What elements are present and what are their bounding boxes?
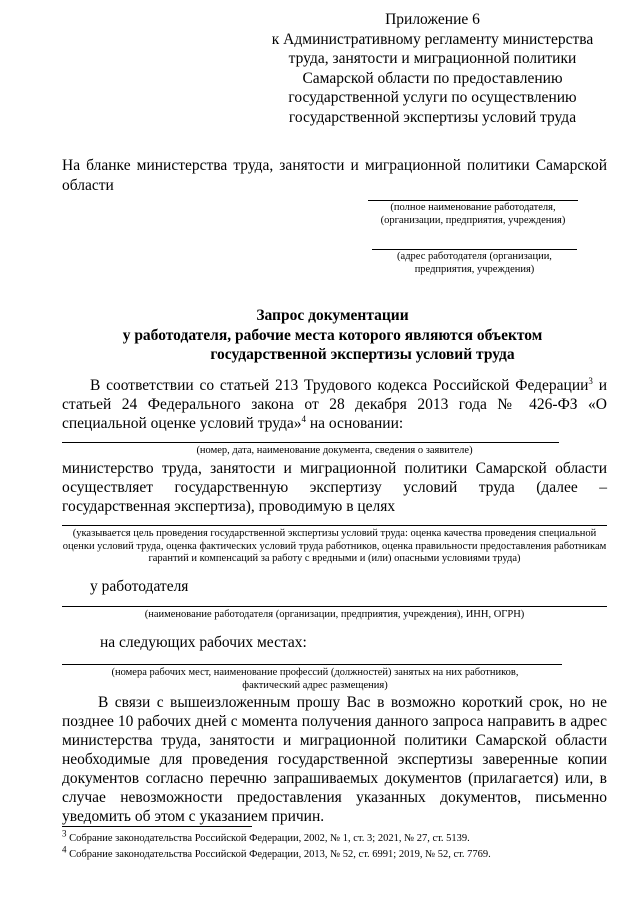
appendix-line: государственной экспертизы условий труда [288,108,577,126]
employer-info-caption: (наименование работодателя (организации, предприятия, учреждения), ИНН, ОГРН) [144,609,525,620]
employer-address-line [372,249,577,250]
footnote-separator [62,826,252,827]
title-line-3: государственной экспертизы условий труда [210,346,515,363]
paragraph-ministry: министерство труда, занятости и миграционной политики Самарской области осуществляет государственную экспертизу условий труда (далее – государственная экспертиза), проводимую в целях [62,460,607,515]
footnote-3 [62,828,622,846]
purpose-line [62,525,607,526]
title-line-1: Запрос документации [256,307,409,324]
appendix-line: к Административному регламенту министерства [271,30,594,48]
employer-name-caption: (полное наименование работодателя, (организации, предприятия, учреждения) [380,202,566,226]
footnote-ref-3: 3 [588,375,593,386]
paragraph-basis-text-2: и статьей 24 Федерального закона от 28 декабря 2013 года № 426-ФЗ «О специальной оценке условий труда» [62,377,607,432]
workplaces-label: на следующих рабочих местах: [100,634,307,651]
workplaces-line [62,664,562,665]
document-title [60,306,605,365]
employer-info-line [62,606,607,607]
appendix-block [260,10,605,127]
paragraph-basis [62,376,607,433]
basis-caption: (номер, дата, наименование документа, сведения о заявителе) [196,445,473,456]
title-line-2: у работодателя, рабочие места которого являются объектом [122,326,543,344]
letterhead-note: На бланке министерства труда, занятости и миграционной политики Самарской области [62,157,607,194]
footnote-ref-4: 4 [301,413,306,424]
appendix-line: Самарской области по предоставлению [302,69,563,87]
footnote-text: Собрание законодательства Российской Федерации, 2013, № 52, ст. 6991; 2019, № 52, ст. 7769. [66,849,491,860]
appendix-line: государственной услуги по осуществлению [288,89,577,106]
employer-name-line [368,200,578,201]
footnote-mark: 4 [62,844,67,855]
paragraph-request: В связи с вышеизложенным прошу Вас в возможно короткий срок, но не позднее 10 рабочих дней с момента получения данного запроса направить в адрес министерства труда, занятости и миграционной политики Самарской области необходимые для проведения государственной экспертизы заверенные копии документов согласно перечню запрашиваемых документов (прилагается) или, в случае невозможности предоставления указанных документов, письменно уведомить об этом с указанием причин. [62,694,607,825]
paragraph-basis-text: В соответствии со статьей 213 Трудового кодекса Российской Федерации [90,377,589,394]
appendix-line: труда, занятости и миграционной политики [288,50,577,67]
workplaces-caption: (номера рабочих мест, наименование профессий (должностей) занятых на них работников, фактический адрес размещения) [111,667,519,691]
at-employer-label: у работодателя [90,578,189,595]
footnote-mark: 3 [62,828,67,839]
footnote-text: Собрание законодательства Российской Федерации, 2002, № 1, ст. 3; 2021, № 27, ст. 5139. [66,833,470,844]
basis-line [62,442,559,443]
purpose-caption: (указывается цель проведения государственной экспертизы условий труда: оценка качества проведения специальной оценки условий труда, оценка фактических условий труда работников, оценка правильности предоставления работникам гарантий и компенсаций за работу с вредными и (или) опасными условиями труда) [62,528,607,564]
employer-address-caption: (адрес работодателя (организации, предприятия, учреждения) [397,251,552,275]
paragraph-basis-text-3: на основании: [306,415,404,432]
footnote-4 [62,844,622,862]
appendix-line: Приложение 6 [385,11,480,28]
